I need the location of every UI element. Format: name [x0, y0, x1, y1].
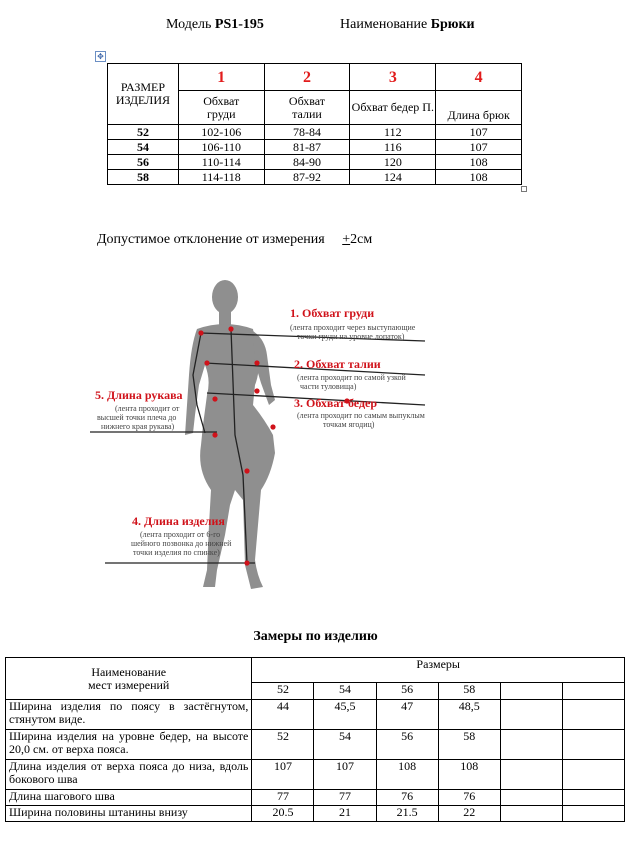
label-waist-title: 2. Обхват талии [294, 357, 381, 371]
table-cell [500, 700, 562, 730]
column-header-text: Обхват бедер П. [351, 100, 434, 114]
size-header-cell: 58 [438, 683, 500, 700]
table-cell [500, 790, 562, 806]
model-line [166, 17, 264, 33]
table-cell: 107 [436, 140, 522, 155]
table-cell [500, 806, 562, 822]
table-cell: 110-114 [178, 155, 264, 170]
column-header [264, 91, 350, 125]
table-cell: 107 [252, 760, 314, 790]
tolerance-line [97, 232, 372, 248]
size-table [107, 63, 522, 185]
table-cell: 108 [436, 155, 522, 170]
model-value: PS1-195 [214, 17, 264, 32]
place-header [6, 658, 252, 700]
size-cell: 56 [108, 155, 179, 170]
table-cell: 112 [350, 125, 436, 140]
column-header [436, 91, 522, 125]
column-header [350, 91, 436, 125]
table-cell: 124 [350, 170, 436, 185]
row-label: Длина изделия от верха пояса до низа, вдоль бокового шва [6, 760, 252, 790]
column-number: 4 [436, 64, 522, 91]
table-cell: 120 [350, 155, 436, 170]
table-cell: 76 [376, 790, 438, 806]
table-cell: 77 [252, 790, 314, 806]
table-row [6, 700, 625, 730]
table-cell: 108 [376, 760, 438, 790]
table-cell [562, 806, 624, 822]
table-cell: 108 [438, 760, 500, 790]
label-length-note: точки изделия по спинке) [133, 548, 220, 557]
table-cell: 76 [438, 790, 500, 806]
column-number: 1 [178, 64, 264, 91]
size-cell: 52 [108, 125, 179, 140]
label-chest-note: точки груди на уровне лопаток) [297, 332, 405, 341]
row-label: Длина шагового шва [6, 790, 252, 806]
tolerance-text: Допустимое отклонение от измерения [97, 232, 325, 247]
size-header-line2: ИЗДЕЛИЯ [115, 93, 170, 107]
size-cell: 58 [108, 170, 179, 185]
table-cell [500, 730, 562, 760]
model-label: Модель [166, 17, 212, 32]
table-cell: 78-84 [264, 125, 350, 140]
table-cell: 21.5 [376, 806, 438, 822]
label-hips-note: (лента проходит по самым выпуклым [297, 411, 425, 420]
table-cell: 54 [314, 730, 376, 760]
row-label: Ширина изделия на уровне бедер, на высоте 20,0 см. от верха пояса. [6, 730, 252, 760]
table-cell: 48,5 [438, 700, 500, 730]
column-header-text: Обхват талии [288, 93, 326, 121]
label-chest-title: 1. Обхват груди [290, 306, 375, 320]
column-header [178, 91, 264, 125]
table-row [6, 790, 625, 806]
name-label: Наименование [340, 17, 428, 32]
column-header-text: Обхват груди [203, 93, 240, 121]
measure-table [5, 657, 625, 822]
table-row [6, 806, 625, 822]
table-cell: 52 [252, 730, 314, 760]
table-cell: 56 [376, 730, 438, 760]
label-length-note: (лента проходит от 6-го [140, 530, 221, 539]
column-header-text: Длина брюк [447, 108, 510, 122]
row-label: Ширина изделия по поясу в застёгнутом, стянутом виде. [6, 700, 252, 730]
size-header-cell: 52 [252, 683, 314, 700]
table-cell: 107 [314, 760, 376, 790]
label-hips-note: точкам ягодиц) [323, 420, 375, 429]
label-sleeve-note: (лента проходит от [115, 404, 180, 413]
table-cell: 102-106 [178, 125, 264, 140]
table-cell: 108 [436, 170, 522, 185]
table-cell [500, 760, 562, 790]
label-hips-title: 3. Обхват бедер [294, 396, 378, 410]
label-length-note: шейного позвонка до нижней [131, 539, 232, 548]
tolerance-value: 2см [350, 232, 373, 247]
measurement-figure [85, 275, 445, 600]
row-label: Ширина половины штанины внизу [6, 806, 252, 822]
size-header-cell [108, 64, 179, 125]
size-header-cell: 56 [376, 683, 438, 700]
table-cell [562, 730, 624, 760]
table-row [6, 760, 625, 790]
table-cell [562, 760, 624, 790]
label-waist-note: (лента проходит по самой узкой [297, 373, 406, 382]
place-header-line1: Наименование [91, 664, 167, 679]
label-sleeve-note: нижнего края рукава) [101, 422, 175, 431]
column-number: 3 [350, 64, 436, 91]
table-cell: 20.5 [252, 806, 314, 822]
table-cell [562, 700, 624, 730]
table-move-handle-icon[interactable]: ✥ [95, 51, 106, 62]
label-waist-note: части туловища) [300, 382, 357, 391]
table-cell: 107 [436, 125, 522, 140]
table-cell: 81-87 [264, 140, 350, 155]
name-value: Брюки [430, 17, 475, 32]
table-resize-handle[interactable] [521, 186, 527, 192]
table-cell: 44 [252, 700, 314, 730]
table-cell: 77 [314, 790, 376, 806]
label-length-title: 4. Длина изделия [132, 514, 225, 528]
table-cell: 47 [376, 700, 438, 730]
sizes-header: Размеры [252, 658, 625, 683]
plus-minus-sign: + [342, 232, 351, 247]
size-header-line1: РАЗМЕР [120, 80, 166, 94]
table-cell: 21 [314, 806, 376, 822]
table-cell: 87-92 [264, 170, 350, 185]
table-cell: 106-110 [178, 140, 264, 155]
table-cell: 116 [350, 140, 436, 155]
size-header-cell [500, 683, 562, 700]
label-sleeve-note: высшей точки плеча до [97, 413, 177, 422]
label-sleeve-title: 5. Длина рукава [95, 388, 183, 402]
table-cell: 45,5 [314, 700, 376, 730]
label-chest-note: (лента проходит через выступающие [290, 323, 416, 332]
table-cell: 84-90 [264, 155, 350, 170]
size-cell: 54 [108, 140, 179, 155]
size-header-cell: 54 [314, 683, 376, 700]
place-header-line2: мест измерений [88, 677, 170, 692]
size-header-cell [562, 683, 624, 700]
table-cell: 22 [438, 806, 500, 822]
table-cell: 114-118 [178, 170, 264, 185]
measure-table-title: Замеры по изделию [253, 629, 378, 644]
table-cell: 58 [438, 730, 500, 760]
name-line [340, 17, 475, 33]
column-number: 2 [264, 64, 350, 91]
table-cell [562, 790, 624, 806]
table-row [6, 730, 625, 760]
